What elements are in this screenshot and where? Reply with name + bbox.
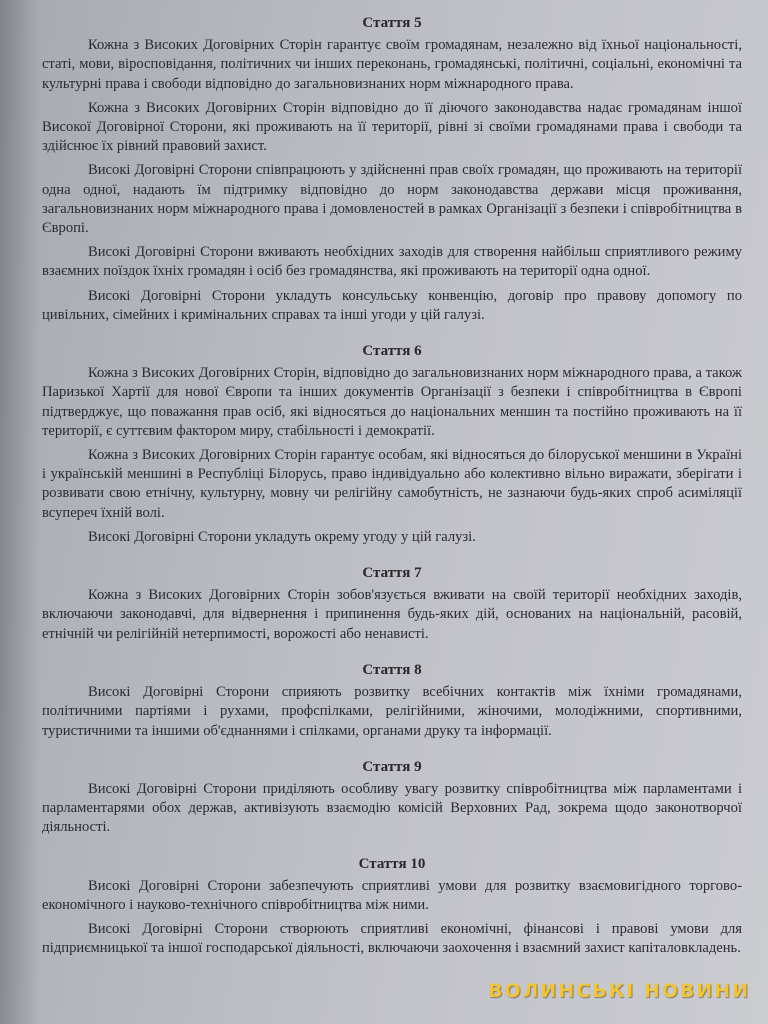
article-heading: Стаття 6 [362,343,422,360]
article-paragraph: Кожна з Високих Договірних Сторін гарантує своїм громадянам, незалежно від їхньої національності, статі, мови, віросповідання, політичних чи інших переконань, громадянські, політичні, соціальні, економічні та культурні права і свободи відповідно до загальновизнаних норм міжнародного права. [42,37,742,92]
article-paragraph: Кожна з Високих Договірних Сторін, відповідно до загальновизнаних норм міжнародного права, а також Паризької Хартії для нової Європи та інших документів Організації з безпеки і співробітництва в Європі підтверджує, що поважання прав осіб, які відносяться до національних меншин та постійно проживають на її території, є суттєвим фактором миру, стабільності і демократії. [42,365,742,439]
article-paragraph: Високі Договірні Сторони сприяють розвитку всебічних контактів між їхніми громадянами, політичними партіями і рухами, профспілками, релігійними, жіночими, молодіжними, спортивними, туристичними та іншими об'єднаннями і спілками, органами друку та інформації. [42,684,742,739]
article-section [42,564,742,644]
article-paragraph: Високі Договірні Сторони укладуть окрему угоду у цій галузі. [88,528,476,545]
article-heading: Стаття 5 [362,15,422,31]
page-edge-shadow [0,0,40,1024]
document-content [42,14,742,976]
article-paragraph: Кожна з Високих Договірних Сторін відповідно до її діючого законодавства надає громадянам іншої Високої Договірної Сторони, які проживають на її території, рівні зі своїми громадянами права і свободи та здійснює їх рівний правовий захист. [42,99,742,155]
article-paragraph: Високі Договірні Сторони співпрацюють у здійсненні прав своїх громадян, що проживають на території одна одної, надають їм підтримку відповідно до норм законодавства держави місця проживання, загальновизнаних норм міжнародного права і домовленостей в рамках Організації з безпеки і співробітництва в Європі. [42,162,742,237]
article-paragraph: Кожна з Високих Договірних Сторін гарантує особам, які відносяться до білоруської меншини в Україні і українській меншині в Республіці Білорусь, право індивідуально або колективно вільно виражати, зберігати і розвивати свою етнічну, культурну, мовну чи релігійну самобутність, не зазнаючи будь-яких спроб асиміляції всупереч їхній волі. [42,447,742,521]
article-heading: Стаття 8 [362,661,422,678]
article-paragraph: Високі Договірні Сторони приділяють особливу увагу розвитку співробітництва між парламентами і парламентарями обох держав, активізують взаємодію комісій Верховних Рад, зокрема щодо законотворчої діяльності. [42,780,742,836]
article-heading: Стаття 10 [358,855,426,872]
article-paragraph: Високі Договірні Сторони укладуть консульську конвенцію, договір про правову допомогу по цивільних, сімейних і кримінальних справах та інші угоди у цій галузі. [42,287,742,323]
article-section [42,855,742,959]
article-section [42,661,742,741]
article-paragraph: Кожна з Високих Договірних Сторін зобов'язується вживати на своїй території необхідних заходів, включаючи законодавчі, для відвернення і припинення будь-яких дій, основаних на національній, расовій, етнічній чи релігійній нетерпимості, ворожості або ненависті. [42,587,742,642]
article-paragraph: Високі Договірні Сторони забезпечують сприятливі умови для розвитку взаємовигідного торгово-економічного і науково-технічного співробітництва між ними. [42,877,742,913]
article-section [42,342,742,547]
article-heading: Стаття 7 [362,565,422,582]
article-heading: Стаття 9 [362,758,422,775]
article-section [42,14,742,325]
article-paragraph: Високі Договірні Сторони вживають необхідних заходів для створення найбільш сприятливого режиму взаємних поїздок їхніх громадян і осіб без громадянства, які проживають на території одна одної. [42,244,742,280]
article-section [42,758,742,838]
article-paragraph: Високі Договірні Сторони створюють сприятливі економічні, фінансові і правові умови для підприємницької та іншої господарської діяльності, включаючи заохочення і взаємний захист капіталовкладень. [42,921,742,957]
watermark-logo: ВОЛИНСЬКІ НОВИНИ [487,980,750,1002]
